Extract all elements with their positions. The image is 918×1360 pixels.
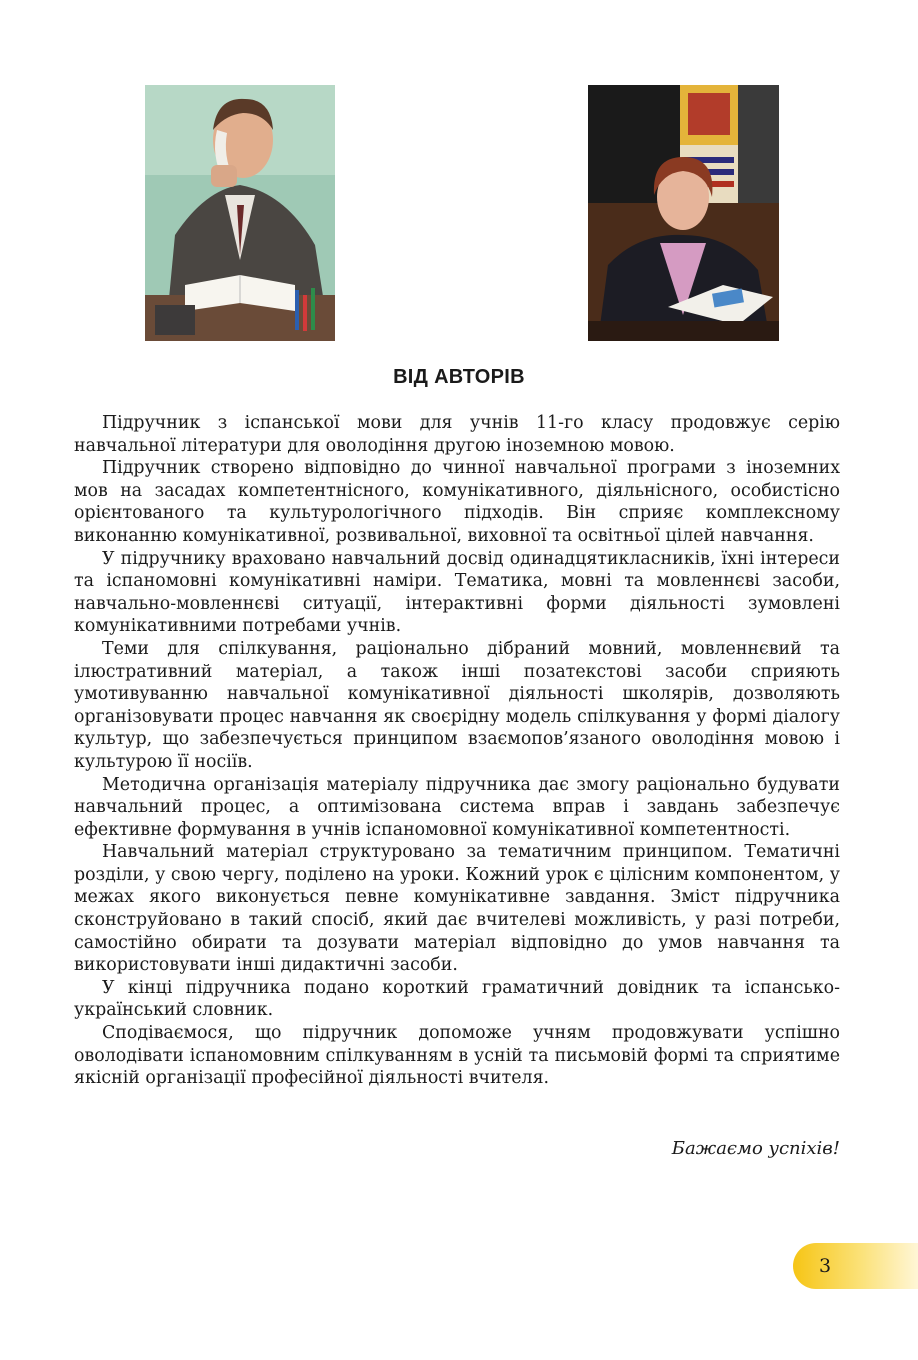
paragraph-6: Навчальний матеріал структуровано за тематичним принципом. Тематичні розділи, у свою чергу, поділено на уроки. Кожний урок є цілісним компонентом, у межах якого виконується певне комунікативне завдання. Зміст підручника сконструйовано в такий спосіб, який дає вчителеві можливість, у разі потреби, самостійно обирати та дозувати матеріал відповідно до умов навчання та використовувати інші дидактичні засоби.	[74, 842, 840, 976]
body-text	[74, 412, 840, 1090]
page-number-tab	[793, 1243, 918, 1289]
paragraph-4: Теми для спілкування, раціонально дібраний мовний, мовленнєвий та ілюстративний матеріал, а також інші позатекстові засоби сприяють умотивуванню навчальної комунікативної діяльності школярів, дозволяють організовувати процес навчання як своєрідну модель спілкування у формі діалогу культур, що забезпечується принципом взаємопов’язаного оволодіння мовою і культурою її носіїв.	[74, 638, 840, 772]
paragraph-1: Підручник з іспанської мови для учнів 11-го класу продовжує серію навчальної літератури для оволодіння другою іноземною мовою.	[74, 413, 840, 456]
paragraph-3: У підручнику враховано навчальний досвід одинадцятикласників, їхні інтереси та іспаномовні комунікативні наміри. Тематика, мовні та мовленнєві засоби, навчально-мовленнєві ситуації, інтерактивні форми діяльності зумовлені комунікативними потребами учнів.	[74, 548, 840, 637]
paragraph-2: Підручник створено відповідно до чинної навчальної програми з іноземних мов на засадах компетентнісного, комунікативного, діяльнісного, особистісно орієнтованого та культурологічного підходів. Він сприяє комплексному виконанню комунікативної, розвивальної, виховної та освітньої цілей навчання.	[74, 458, 840, 546]
paragraph-8: Сподіваємося, що підручник допоможе учням продовжувати успішно оволодівати іспаномовним спілкуванням в усній та письмовій формі та сприятиме якісній організації професійної діяльності вчителя.	[74, 1023, 840, 1089]
page-number: 3	[819, 1255, 832, 1277]
author-photo-man-icon	[145, 85, 335, 341]
closing-wish: Бажаємо успіхів!	[671, 1138, 840, 1159]
author-photo-left	[145, 85, 335, 341]
page-heading: ВІД АВТОРІВ	[393, 366, 525, 388]
paragraph-7: У кінці підручника подано короткий граматичний довідник та іспансько-український словник.	[74, 977, 840, 1021]
paragraph-5: Методична організація матеріалу підручника дає змогу раціонально будувати навчальний процес, а оптимізована система вправ і завдань забезпечує ефективне формування в учнів іспаномовної комунікативної компетентності.	[74, 774, 840, 840]
author-photo-right	[588, 85, 779, 341]
author-photo-woman-icon	[588, 85, 779, 341]
